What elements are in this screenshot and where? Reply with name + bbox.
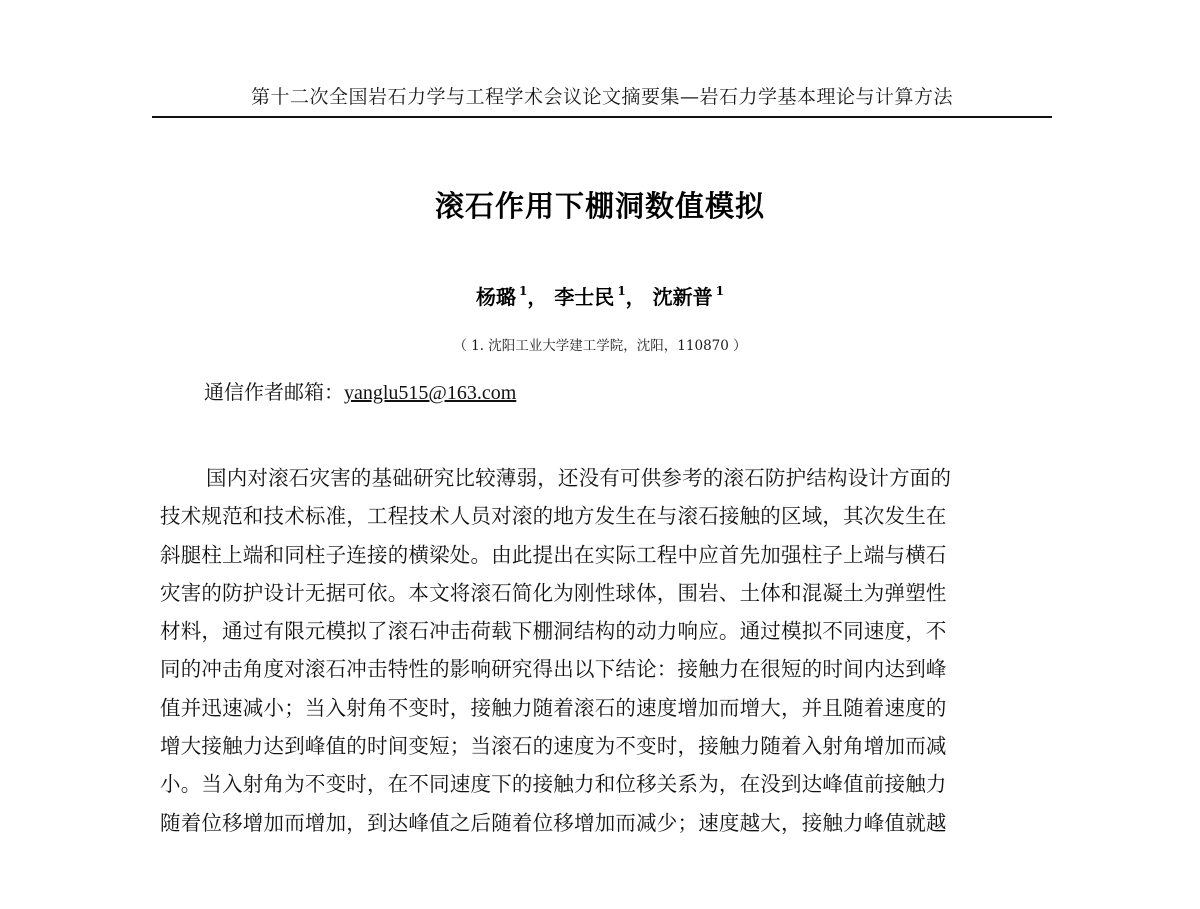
author-affiliation-mark: 1	[715, 284, 724, 298]
abstract-line: 随着位移增加而增加，到达峰值之后随着位移增加而减少；速度越大，接触力峰值就越	[160, 810, 947, 835]
abstract-body	[160, 459, 1060, 842]
abstract-line: 同的冲击角度对滚石冲击特性的影响研究得出以下结论：接触力在很短的时间内达到峰	[160, 657, 947, 682]
abstract-line: 值并迅速减小；当入射角不变时，接触力随着滚石的速度增加而增大，并且随着速度的	[160, 695, 947, 720]
running-header: 第十二次全国岩石力学与工程学术会议论文摘要集—岩石力学基本理论与计算方法	[152, 82, 1052, 118]
abstract-line: 材料，通过有限元模拟了滚石冲击荷载下棚洞结构的动力响应。通过模拟不同速度，不	[160, 619, 947, 644]
author-affiliation-mark: 1	[518, 284, 528, 298]
abstract-line: 斜腿柱上端和同柱子连接的横梁处。由此提出在实际工程中应首先加强柱子上端与横石	[160, 542, 947, 567]
author-name: 李士民	[554, 285, 615, 309]
author-separator: ，	[625, 285, 646, 309]
abstract-line: 增大接触力达到峰值的时间变短；当滚石的速度为不变时，接触力随着入射角增加而减	[160, 734, 947, 759]
abstract-line: 技术规范和技术标准，工程技术人员对滚的地方发生在与滚石接触的区域，其次发生在	[160, 504, 947, 529]
author-separator: ，	[527, 285, 548, 309]
author-list	[0, 282, 1200, 312]
abstract-line: 灾害的防护设计无据可依。本文将滚石简化为刚性球体，围岩、土体和混凝土为弹塑性	[160, 580, 947, 605]
author-affiliation-mark: 1	[617, 284, 626, 298]
abstract-line: 国内对滚石灾害的基础研究比较薄弱，还没有可供参考的滚石防护结构设计方面的	[206, 466, 952, 490]
author-name: 杨璐	[475, 285, 516, 309]
email-link[interactable]: yanglu515@163.com	[344, 382, 517, 404]
author-name: 沈新普	[652, 285, 713, 309]
abstract-line: 小。当入射角为不变时，在不同速度下的接触力和位移关系为，在没到达峰值前接触力	[160, 772, 947, 797]
paper-title: 滚石作用下棚洞数值模拟	[434, 189, 765, 223]
contact-label: 通信作者邮箱：	[204, 380, 344, 404]
contact-line	[204, 376, 516, 409]
affiliation: （ 1. 沈阳工业大学建工学院，沈阳，110870 ）	[453, 338, 747, 354]
